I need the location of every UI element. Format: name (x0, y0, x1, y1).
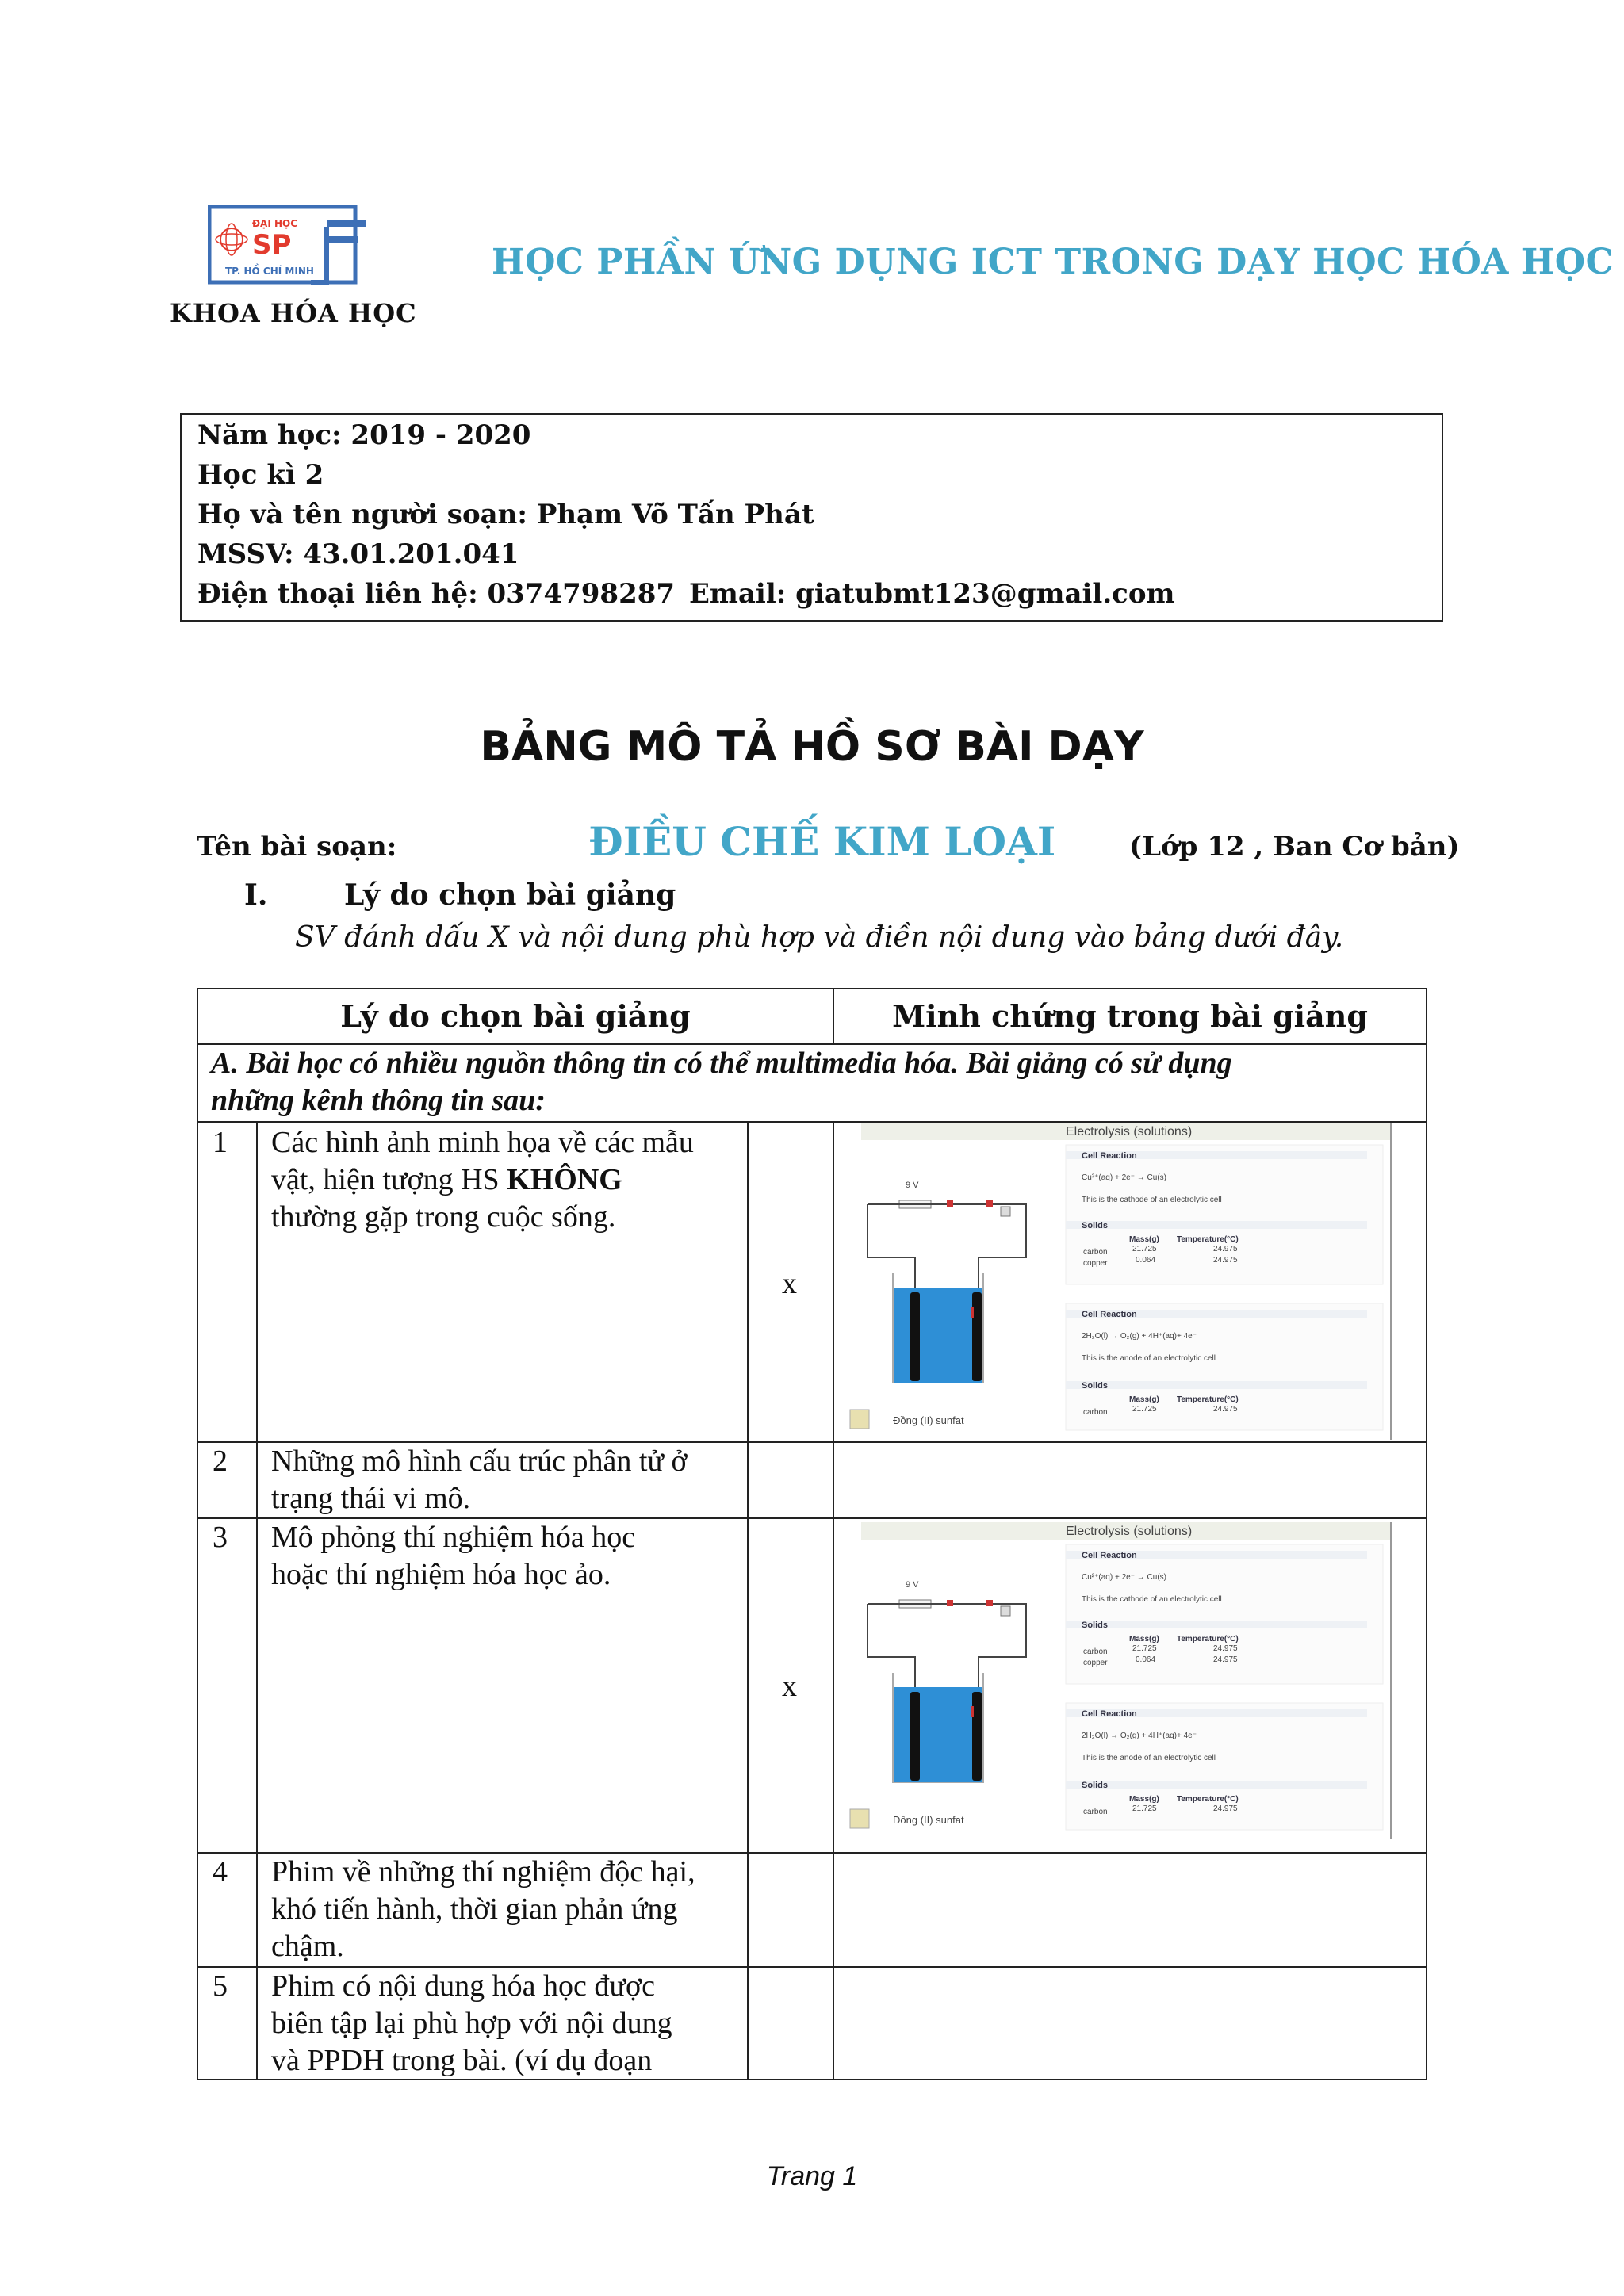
sim-solid-temp: 24.975 (1213, 1245, 1238, 1253)
sim-cathode-eq: Cu²⁺(aq) + 2e⁻ → Cu(s) (1082, 1173, 1166, 1182)
row-1-line-3: thường gặp trong cuộc sống. (271, 1200, 616, 1234)
row-1-reason (271, 1124, 694, 1236)
row-1-mark: x (782, 1267, 797, 1300)
sim-solids-header: Solids (1082, 1781, 1109, 1790)
sim-anode-header: Cell Reaction (1082, 1310, 1137, 1319)
sim-solution-label: Đồng (II) sunfat (893, 1814, 964, 1826)
sim-mass-header: Mass(g) (1129, 1395, 1159, 1404)
row-number: 1 (213, 1126, 228, 1159)
sim-solids-header: Solids (1082, 1221, 1109, 1230)
row-5-line-3: và PPDH trong bài. (ví dụ đoạn (271, 2044, 653, 2077)
lesson-label: Tên bài soạn: (197, 831, 397, 863)
sim-solid-temp: 24.975 (1213, 1644, 1238, 1653)
section-title: Lý do chọn bài giảng (344, 878, 676, 912)
sim-solution-label: Đồng (II) sunfat (893, 1414, 964, 1426)
row-1-line-1: Các hình ảnh minh họa về các mẫu (271, 1126, 694, 1159)
logo-text-bottom: TP. HỒ CHÍ MINH (225, 266, 314, 277)
sim-voltage: 9 V (906, 1580, 919, 1590)
col-header-evidence: Minh chứng trong bài giảng (892, 998, 1368, 1034)
row-4-line-1: Phim về những thí nghiệm độc hại, (271, 1855, 695, 1888)
electrolysis-simulation-image (836, 1123, 1400, 1443)
author-info-box (180, 413, 1443, 622)
university-logo (208, 205, 366, 290)
document-title: BẢNG MÔ TẢ HỒ SƠ BÀI DẠY (480, 723, 1144, 771)
semester: Học kì 2 (197, 459, 324, 491)
row-5-line-1: Phim có nội dung hóa học được (271, 1969, 655, 2003)
sim-solid-name: carbon (1083, 1647, 1108, 1656)
electrolysis-simulation-image (836, 1522, 1400, 1843)
sim-temp-header: Temperature(°C) (1177, 1395, 1239, 1404)
sim-solid-name: copper (1083, 1259, 1108, 1268)
lesson-class: (Lớp 12 , Ban Cơ bản) (1129, 831, 1460, 863)
page-number: Trang 1 (766, 2161, 858, 2191)
row-number: 5 (213, 1969, 228, 2003)
row-4-line-2: khó tiến hành, thời gian phản ứng (271, 1892, 678, 1926)
lesson-title: ĐIỀU CHẾ KIM LOẠI (588, 818, 1056, 865)
sim-solid-name: carbon (1083, 1248, 1108, 1257)
row-4-line-3: chậm. (271, 1930, 344, 1963)
row-3-mark: x (782, 1670, 797, 1703)
row-3-line-2: hoặc thí nghiệm hóa học ảo. (271, 1558, 611, 1591)
row-number: 3 (213, 1521, 228, 1554)
row-1-line-2 (271, 1161, 694, 1199)
row-1-line-2-text: vật, hiện tượng HS (271, 1163, 508, 1196)
sim-cathode-header: Cell Reaction (1082, 1151, 1137, 1161)
sim-anode-note: This is the anode of an electrolytic cell (1082, 1354, 1216, 1363)
sim-solid-temp: 24.975 (1213, 1655, 1238, 1664)
logo-text-top: ĐẠI HỌC (252, 218, 298, 229)
sim-solid-name: carbon (1083, 1808, 1108, 1816)
row-number: 4 (213, 1855, 228, 1888)
sim-solid-name: carbon (1083, 1408, 1108, 1417)
sim-cathode-note: This is the cathode of an electrolytic cell (1082, 1595, 1222, 1604)
sim-cathode-eq: Cu²⁺(aq) + 2e⁻ → Cu(s) (1082, 1573, 1166, 1582)
emphasis-khong: KHÔNG (507, 1163, 622, 1196)
sim-solid-temp: 24.975 (1213, 1405, 1238, 1414)
sim-mass-header: Mass(g) (1129, 1635, 1159, 1644)
author-name: Họ và tên người soạn: Phạm Võ Tấn Phát (197, 499, 814, 530)
sim-title: Electrolysis (solutions) (1066, 1125, 1193, 1138)
sim-voltage: 9 V (906, 1181, 919, 1190)
sim-solid-mass: 0.064 (1136, 1256, 1156, 1265)
sim-anode-header: Cell Reaction (1082, 1709, 1137, 1719)
sim-solid-mass: 0.064 (1136, 1655, 1156, 1664)
col-header-reasons: Lý do chọn bài giảng (340, 998, 691, 1034)
logo-text-main: SP (252, 229, 292, 261)
student-id: MSSV: 43.01.201.041 (197, 538, 519, 570)
row-4-reason (271, 1854, 695, 1965)
row-3-reason (271, 1519, 635, 1594)
sim-temp-header: Temperature(°C) (1177, 1235, 1239, 1244)
sim-mass-header: Mass(g) (1129, 1795, 1159, 1804)
sim-cathode-header: Cell Reaction (1082, 1551, 1137, 1560)
sim-temp-header: Temperature(°C) (1177, 1635, 1239, 1644)
row-2-line-2: trạng thái vi mô. (271, 1482, 471, 1515)
email: Email: giatubmt123@gmail.com (689, 578, 1175, 610)
row-3-line-1: Mô phỏng thí nghiệm hóa học (271, 1521, 636, 1554)
school-year: Năm học: 2019 - 2020 (197, 419, 531, 451)
row-number: 2 (213, 1445, 228, 1478)
phone: Điện thoại liên hệ: 0374798287 (197, 578, 676, 610)
sim-solid-mass: 21.725 (1132, 1644, 1157, 1653)
row-5-line-2: biên tập lại phù hợp với nội dung (271, 2007, 672, 2040)
sim-title: Electrolysis (solutions) (1066, 1525, 1193, 1538)
row-2-line-1: Những mô hình cấu trúc phân tử ở (271, 1445, 688, 1478)
sim-solid-mass: 21.725 (1132, 1245, 1157, 1253)
sim-solid-temp: 24.975 (1213, 1804, 1238, 1813)
faculty-name: KHOA HÓA HỌC (170, 298, 417, 328)
sim-solid-mass: 21.725 (1132, 1405, 1157, 1414)
section-number: I. (244, 878, 268, 912)
sim-anode-note: This is the anode of an electrolytic cell (1082, 1754, 1216, 1762)
sim-solid-temp: 24.975 (1213, 1256, 1238, 1265)
sim-cathode-note: This is the cathode of an electrolytic cell (1082, 1196, 1222, 1204)
group-a-line-1: A. Bài học có nhiều nguồn thông tin có thể multimedia hóa. Bài giảng có sử dụng (211, 1047, 1232, 1080)
sim-anode-eq: 2H₂O(l) → O₂(g) + 4H⁺(aq)+ 4e⁻ (1082, 1332, 1197, 1341)
row-2-reason (271, 1443, 688, 1517)
sim-mass-header: Mass(g) (1129, 1235, 1159, 1244)
sim-solid-name: copper (1083, 1659, 1108, 1667)
course-title: HỌC PHẦN ỨNG DỤNG ICT TRONG DẠY HỌC HÓA HỌC (492, 242, 1614, 282)
sim-solids-header: Solids (1082, 1621, 1109, 1630)
sim-temp-header: Temperature(°C) (1177, 1795, 1239, 1804)
group-a-heading (211, 1045, 1232, 1119)
sim-solid-mass: 21.725 (1132, 1804, 1157, 1813)
sim-anode-eq: 2H₂O(l) → O₂(g) + 4H⁺(aq)+ 4e⁻ (1082, 1732, 1197, 1740)
group-a-line-2: những kênh thông tin sau: (211, 1084, 546, 1117)
sim-solids-header: Solids (1082, 1381, 1109, 1391)
row-5-reason (271, 1968, 672, 2080)
section-instruction: SV đánh dấu X và nội dung phù hợp và điền nội dung vào bảng dưới đây. (295, 921, 1344, 954)
